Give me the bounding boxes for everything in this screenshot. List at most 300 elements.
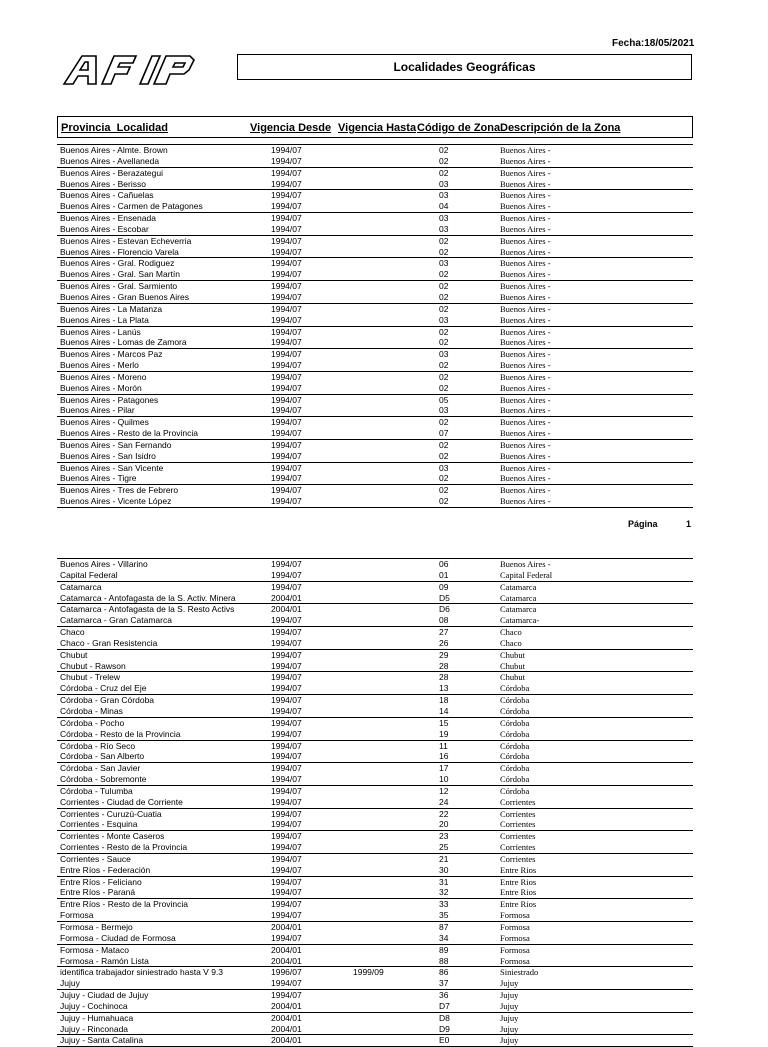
cell-codigo-zona: 05 xyxy=(439,394,449,405)
cell-codigo-zona: 16 xyxy=(439,751,449,762)
cell-descripcion-zona: Corrientes xyxy=(500,842,536,853)
table-row xyxy=(57,650,693,661)
cell-descripcion-zona: Jujuy xyxy=(500,1035,519,1046)
cell-codigo-zona: 02 xyxy=(439,235,449,246)
table-row xyxy=(57,819,693,831)
table-row xyxy=(57,877,693,888)
cell-codigo-zona: 37 xyxy=(439,978,449,989)
cell-vigencia-desde: 1994/07 xyxy=(271,740,302,751)
table-row xyxy=(57,304,693,315)
cell-vigencia-desde: 1994/07 xyxy=(271,887,302,898)
cell-vigencia-desde: 1994/07 xyxy=(271,326,302,337)
cell-provincia-localidad: Buenos Aires - Villarino xyxy=(60,559,148,569)
cell-codigo-zona: D7 xyxy=(439,1000,450,1011)
table-row xyxy=(57,978,693,990)
cell-vigencia-desde: 1994/07 xyxy=(271,717,302,728)
cell-codigo-zona: 25 xyxy=(439,842,449,853)
cell-descripcion-zona: Buenos Aires - xyxy=(500,281,551,292)
cell-provincia-localidad: Jujuy - Santa Catalina xyxy=(60,1035,144,1046)
cell-codigo-zona: 02 xyxy=(439,326,449,337)
cell-provincia-localidad: Formosa - Bermejo xyxy=(60,922,133,932)
cell-vigencia-desde: 1994/07 xyxy=(271,246,302,257)
cell-vigencia-desde: 1994/07 xyxy=(271,485,302,496)
cell-provincia-localidad: Buenos Aires - Pilar xyxy=(60,405,135,416)
cell-codigo-zona: 30 xyxy=(439,864,449,875)
table-row xyxy=(57,672,693,683)
cell-codigo-zona: 86 xyxy=(439,967,449,978)
cell-codigo-zona: 15 xyxy=(439,717,449,728)
cell-codigo-zona: 19 xyxy=(439,728,449,739)
table-row xyxy=(57,786,693,797)
cell-provincia-localidad: Buenos Aires - Ensenada xyxy=(60,213,156,224)
cell-descripcion-zona: Buenos Aires - xyxy=(500,349,551,360)
cell-provincia-localidad: Jujuy - Humahuaca xyxy=(60,1012,134,1023)
cell-codigo-zona: 03 xyxy=(439,405,449,416)
cell-descripcion-zona: Córdoba xyxy=(500,751,530,762)
table-row xyxy=(57,559,693,570)
cell-provincia-localidad: Córdoba - Río Seco xyxy=(60,740,136,751)
table-row xyxy=(57,922,693,933)
table-row xyxy=(57,269,693,281)
cell-codigo-zona: 02 xyxy=(439,360,449,371)
cell-vigencia-desde: 2004/01 xyxy=(271,955,302,966)
cell-vigencia-desde: 1994/07 xyxy=(271,450,302,461)
cell-provincia-localidad: Buenos Aires - Vicente López xyxy=(60,496,172,507)
table-row xyxy=(57,190,693,201)
cell-codigo-zona: 03 xyxy=(439,178,449,189)
cell-provincia-localidad: identifica trabajador siniestrado hasta V 9.3 xyxy=(60,967,224,978)
cell-provincia-localidad: Buenos Aires - Gral. Sarmiento xyxy=(60,281,178,292)
cell-provincia-localidad: Buenos Aires - Lomas de Zamora xyxy=(60,337,187,348)
cell-descripcion-zona: Buenos Aires - xyxy=(500,326,551,337)
cell-descripcion-zona: Catamarca- xyxy=(500,615,540,626)
header-vigencia-hasta: Vigencia Hasta xyxy=(338,122,417,134)
cell-descripcion-zona: Buenos Aires - xyxy=(500,450,551,461)
cell-provincia-localidad: Catamarca - Antofagasta de la S. Activ. Minera xyxy=(60,592,236,603)
cell-descripcion-zona: Jujuy xyxy=(500,978,519,989)
cell-provincia-localidad: Buenos Aires - Merlo xyxy=(60,360,139,371)
header-descripcion-zona: Descripción de la Zona xyxy=(500,122,621,134)
cell-descripcion-zona: Capital Federal xyxy=(500,569,553,580)
cell-codigo-zona: 02 xyxy=(439,450,449,461)
cell-vigencia-desde: 1994/07 xyxy=(271,683,302,694)
cell-descripcion-zona: Córdoba xyxy=(500,763,530,774)
cell-vigencia-desde: 1994/07 xyxy=(271,394,302,405)
cell-descripcion-zona: Siniestrado xyxy=(500,967,539,978)
report-date: Fecha:18/05/2021 xyxy=(612,38,695,49)
cell-descripcion-zona: Chaco xyxy=(500,637,522,648)
cell-descripcion-zona: Buenos Aires - xyxy=(500,178,551,189)
cell-codigo-zona: 87 xyxy=(439,922,449,932)
cell-vigencia-desde: 1994/07 xyxy=(271,819,302,830)
table-row xyxy=(57,417,693,428)
cell-codigo-zona: 02 xyxy=(439,496,449,507)
cell-provincia-localidad: Buenos Aires - Berisso xyxy=(60,178,146,189)
cell-codigo-zona: 01 xyxy=(439,569,449,580)
header-codigo-zona: Código de Zona xyxy=(417,122,501,134)
cell-descripcion-zona: Buenos Aires - xyxy=(500,155,551,166)
table-row xyxy=(57,831,693,842)
cell-provincia-localidad: Entre Ríos - Paraná xyxy=(60,887,136,898)
cell-descripcion-zona: Buenos Aires - xyxy=(500,167,551,178)
table-row xyxy=(57,718,693,729)
cell-descripcion-zona: Formosa xyxy=(500,910,530,921)
cell-codigo-zona: 03 xyxy=(439,349,449,360)
cell-provincia-localidad: Córdoba - Tulumba xyxy=(60,785,133,796)
cell-provincia-localidad: Chubut - Rawson xyxy=(60,660,126,671)
cell-descripcion-zona: Buenos Aires - xyxy=(500,462,551,473)
cell-codigo-zona: 20 xyxy=(439,819,449,830)
cell-vigencia-desde: 1994/07 xyxy=(271,349,302,360)
cell-vigencia-desde: 1994/07 xyxy=(271,439,302,450)
cell-descripcion-zona: Catamarca xyxy=(500,592,537,603)
cell-provincia-localidad: Buenos Aires - Berazategui xyxy=(60,167,164,178)
cell-codigo-zona: 03 xyxy=(439,462,449,473)
cell-codigo-zona: 02 xyxy=(439,439,449,450)
cell-provincia-localidad: Corrientes - Monte Caseros xyxy=(60,831,165,842)
table-row xyxy=(57,615,693,627)
table-row xyxy=(57,156,693,168)
table-row xyxy=(57,706,693,718)
cell-codigo-zona: 02 xyxy=(439,303,449,314)
cell-descripcion-zona: Formosa xyxy=(500,932,530,943)
cell-descripcion-zona: Buenos Aires - xyxy=(500,258,551,269)
table-row xyxy=(57,774,693,786)
cell-codigo-zona: 02 xyxy=(439,382,449,393)
table-row xyxy=(57,236,693,247)
cell-provincia-localidad: Buenos Aires - San Fernando xyxy=(60,439,172,450)
cell-descripcion-zona: Catamarca xyxy=(500,604,537,615)
cell-provincia-localidad: Buenos Aires - Tres de Febrero xyxy=(60,485,179,496)
page-number: 1 xyxy=(686,519,692,529)
cell-descripcion-zona: Corrientes xyxy=(500,796,536,807)
cell-vigencia-desde: 1994/07 xyxy=(271,417,302,428)
cell-vigencia-desde: 1994/07 xyxy=(271,569,302,580)
cell-codigo-zona: D5 xyxy=(439,592,450,603)
table-row xyxy=(57,729,693,741)
table-row xyxy=(57,604,693,615)
cell-codigo-zona: 02 xyxy=(439,269,449,280)
cell-provincia-localidad: Buenos Aires - Quilmes xyxy=(60,417,149,428)
cell-vigencia-desde: 1994/07 xyxy=(271,462,302,473)
table-row xyxy=(57,224,693,236)
cell-vigencia-desde: 1994/07 xyxy=(271,774,302,785)
cell-descripcion-zona: Jujuy xyxy=(500,1023,519,1034)
table-row xyxy=(57,1001,693,1013)
cell-vigencia-desde: 2004/01 xyxy=(271,944,302,955)
cell-vigencia-desde: 1994/07 xyxy=(271,213,302,224)
cell-descripcion-zona: Buenos Aires - xyxy=(500,235,551,246)
cell-provincia-localidad: Catamarca xyxy=(60,581,102,592)
cell-provincia-localidad: Córdoba - San Javier xyxy=(60,763,141,774)
table-row xyxy=(57,570,693,582)
table-row xyxy=(57,281,693,292)
cell-descripcion-zona: Jujuy xyxy=(500,990,519,1001)
cell-vigencia-desde: 1994/07 xyxy=(271,145,302,155)
cell-vigencia-desde: 2004/01 xyxy=(271,1023,302,1034)
cell-provincia-localidad: Buenos Aires - Carmen de Patagones xyxy=(60,201,203,212)
cell-descripcion-zona: Corrientes xyxy=(500,831,536,842)
table-row xyxy=(57,910,693,922)
cell-codigo-zona: 14 xyxy=(439,705,449,716)
cell-provincia-localidad: Jujuy xyxy=(60,978,80,989)
cell-provincia-localidad: Buenos Aires - La Plata xyxy=(60,314,149,325)
cell-provincia-localidad: Chaco xyxy=(60,627,85,638)
cell-vigencia-desde: 1994/07 xyxy=(271,269,302,280)
cell-vigencia-desde: 1994/07 xyxy=(271,371,302,382)
table-row xyxy=(57,763,693,774)
table-row xyxy=(57,593,693,605)
cell-provincia-localidad: Corrientes - Sauce xyxy=(60,853,131,864)
cell-vigencia-desde: 1994/07 xyxy=(271,785,302,796)
cell-codigo-zona: D6 xyxy=(439,604,450,615)
cell-provincia-localidad: Buenos Aires - Estevan Echeverria xyxy=(60,235,192,246)
table-row xyxy=(57,865,693,877)
cell-provincia-localidad: Córdoba - Minas xyxy=(60,705,123,716)
table-row xyxy=(57,638,693,650)
cell-codigo-zona: 21 xyxy=(439,853,449,864)
page-label: Página xyxy=(628,519,658,529)
header-provincia: Provincia_Localidad xyxy=(61,122,168,134)
cell-descripcion-zona: Buenos Aires - xyxy=(500,291,551,302)
cell-codigo-zona: 23 xyxy=(439,831,449,842)
cell-codigo-zona: 89 xyxy=(439,944,449,955)
table-row xyxy=(57,440,693,451)
cell-descripcion-zona: Jujuy xyxy=(500,1012,519,1023)
cell-descripcion-zona: Córdoba xyxy=(500,785,530,796)
table-row xyxy=(57,405,693,417)
cell-descripcion-zona: Buenos Aires - xyxy=(500,405,551,416)
cell-provincia-localidad: Buenos Aires - Tigre xyxy=(60,473,137,484)
cell-vigencia-desde: 1994/07 xyxy=(271,473,302,484)
table-row xyxy=(57,383,693,395)
cell-codigo-zona: 28 xyxy=(439,660,449,671)
cell-codigo-zona: 27 xyxy=(439,627,449,638)
cell-provincia-localidad: Formosa - Mataco xyxy=(60,944,129,955)
cell-codigo-zona: 22 xyxy=(439,808,449,819)
cell-descripcion-zona: Córdoba xyxy=(500,774,530,785)
cell-provincia-localidad: Buenos Aires - Patagones xyxy=(60,394,159,405)
cell-codigo-zona: 24 xyxy=(439,796,449,807)
cell-codigo-zona: 32 xyxy=(439,887,449,898)
cell-descripcion-zona: Corrientes xyxy=(500,808,536,819)
cell-provincia-localidad: Buenos Aires - Gral. San Martín xyxy=(60,269,180,280)
cell-provincia-localidad: Buenos Aires - San Isidro xyxy=(60,450,156,461)
cell-vigencia-desde: 1994/07 xyxy=(271,258,302,269)
cell-provincia-localidad: Jujuy - Ciudad de Jujuy xyxy=(60,990,149,1001)
cell-provincia-localidad: Corrientes - Curuzú-Cuatia xyxy=(60,808,162,819)
cell-codigo-zona: 26 xyxy=(439,637,449,648)
cell-vigencia-desde: 1994/07 xyxy=(271,496,302,507)
cell-descripcion-zona: Córdoba xyxy=(500,705,530,716)
cell-vigencia-desde: 1994/07 xyxy=(271,695,302,706)
table-row xyxy=(57,933,693,945)
cell-descripcion-zona: Buenos Aires - xyxy=(500,428,551,439)
cell-codigo-zona: 34 xyxy=(439,932,449,943)
cell-provincia-localidad: Córdoba - Gran Córdoba xyxy=(60,695,155,706)
cell-descripcion-zona: Buenos Aires - xyxy=(500,213,551,224)
cell-descripcion-zona: Catamarca xyxy=(500,581,537,592)
cell-codigo-zona: 28 xyxy=(439,672,449,683)
cell-descripcion-zona: Chubut xyxy=(500,672,526,683)
cell-descripcion-zona: Corrientes xyxy=(500,819,536,830)
cell-descripcion-zona: Buenos Aires - xyxy=(500,496,551,507)
cell-codigo-zona: 17 xyxy=(439,763,449,774)
cell-provincia-localidad: Buenos Aires - Morón xyxy=(60,382,142,393)
cell-codigo-zona: 35 xyxy=(439,910,449,921)
table-row xyxy=(57,179,693,191)
cell-codigo-zona: 03 xyxy=(439,223,449,234)
cell-vigencia-desde: 1994/07 xyxy=(271,728,302,739)
cell-descripcion-zona: Córdoba xyxy=(500,695,530,706)
cell-provincia-localidad: Buenos Aires - Almte. Brown xyxy=(60,145,168,155)
cell-descripcion-zona: Formosa xyxy=(500,922,530,932)
cell-codigo-zona: 36 xyxy=(439,990,449,1001)
cell-descripcion-zona: Buenos Aires - xyxy=(500,246,551,257)
cell-vigencia-desde: 1994/07 xyxy=(271,167,302,178)
table-row xyxy=(57,327,693,338)
cell-vigencia-desde: 1994/07 xyxy=(271,235,302,246)
cell-provincia-localidad: Buenos Aires - Florencio Varela xyxy=(60,246,179,257)
cell-vigencia-desde: 2004/01 xyxy=(271,604,302,615)
cell-codigo-zona: 02 xyxy=(439,167,449,178)
cell-vigencia-desde: 1994/07 xyxy=(271,660,302,671)
cell-provincia-localidad: Jujuy - Rinconada xyxy=(60,1023,129,1034)
cell-vigencia-desde: 1994/07 xyxy=(271,672,302,683)
table-row xyxy=(57,695,693,706)
table-row xyxy=(57,990,693,1001)
cell-codigo-zona: 07 xyxy=(439,428,449,439)
table-row xyxy=(57,168,693,179)
cell-codigo-zona: 13 xyxy=(439,683,449,694)
cell-vigencia-desde: 1994/07 xyxy=(271,864,302,875)
table-row xyxy=(57,842,693,854)
localidades-table-page-2 xyxy=(57,558,693,1047)
cell-vigencia-desde: 1994/07 xyxy=(271,932,302,943)
cell-descripcion-zona: Chubut xyxy=(500,660,526,671)
table-row xyxy=(57,247,693,259)
table-row xyxy=(57,372,693,383)
cell-provincia-localidad: Jujuy - Cochinoca xyxy=(60,1000,128,1011)
table-row xyxy=(57,349,693,360)
cell-codigo-zona: 29 xyxy=(439,649,449,660)
cell-codigo-zona: 33 xyxy=(439,899,449,910)
cell-descripcion-zona: Buenos Aires - xyxy=(500,559,551,569)
cell-codigo-zona: 18 xyxy=(439,695,449,706)
cell-vigencia-desde: 1994/07 xyxy=(271,910,302,921)
cell-provincia-localidad: Chaco - Gran Resistencia xyxy=(60,637,158,648)
cell-vigencia-desde: 1994/07 xyxy=(271,853,302,864)
table-row xyxy=(57,496,693,508)
table-row xyxy=(57,292,693,304)
cell-descripcion-zona: Córdoba xyxy=(500,728,530,739)
cell-codigo-zona: E0 xyxy=(439,1035,450,1046)
cell-provincia-localidad: Formosa - Ramón Lista xyxy=(60,955,149,966)
table-header xyxy=(57,116,693,138)
cell-codigo-zona: 02 xyxy=(439,281,449,292)
cell-descripcion-zona: Entre Rios xyxy=(500,899,537,910)
cell-codigo-zona: 04 xyxy=(439,201,449,212)
cell-vigencia-desde: 2004/01 xyxy=(271,1000,302,1011)
cell-vigencia-desde: 1994/07 xyxy=(271,649,302,660)
cell-vigencia-desde: 1994/07 xyxy=(271,559,302,569)
table-row xyxy=(57,473,693,485)
table-row xyxy=(57,945,693,956)
cell-codigo-zona: 12 xyxy=(439,785,449,796)
cell-codigo-zona: 08 xyxy=(439,615,449,626)
cell-vigencia-desde: 1994/07 xyxy=(271,796,302,807)
table-row xyxy=(57,661,693,673)
cell-codigo-zona: 03 xyxy=(439,314,449,325)
table-row xyxy=(57,337,693,349)
cell-provincia-localidad: Corrientes - Resto de la Provincia xyxy=(60,842,188,853)
cell-codigo-zona: 02 xyxy=(439,485,449,496)
cell-codigo-zona: 31 xyxy=(439,876,449,887)
table-row xyxy=(57,428,693,440)
cell-provincia-localidad: Buenos Aires - Avellaneda xyxy=(60,155,160,166)
cell-provincia-localidad: Entre Ríos - Federación xyxy=(60,864,151,875)
cell-provincia-localidad: Buenos Aires - Gral. Rodiguez xyxy=(60,258,175,269)
table-row xyxy=(57,809,693,820)
cell-codigo-zona: D9 xyxy=(439,1023,450,1034)
cell-vigencia-desde: 1994/07 xyxy=(271,314,302,325)
cell-vigencia-desde: 1994/07 xyxy=(271,808,302,819)
cell-codigo-zona: 03 xyxy=(439,190,449,201)
table-row xyxy=(57,683,693,695)
cell-vigencia-desde: 1994/07 xyxy=(271,627,302,638)
cell-vigencia-hasta: 1999/09 xyxy=(353,967,384,978)
cell-provincia-localidad: Chubut - Trelew xyxy=(60,672,120,683)
table-row xyxy=(57,451,693,463)
table-row xyxy=(57,395,693,406)
cell-provincia-localidad: Córdoba - Cruz del Eje xyxy=(60,683,147,694)
cell-provincia-localidad: Formosa - Ciudad de Formosa xyxy=(60,932,176,943)
cell-provincia-localidad: Formosa xyxy=(60,910,94,921)
table-row xyxy=(57,797,693,809)
cell-codigo-zona: D8 xyxy=(439,1012,450,1023)
cell-descripcion-zona: Buenos Aires - xyxy=(500,417,551,428)
table-row xyxy=(57,145,693,156)
cell-provincia-localidad: Buenos Aires - Moreno xyxy=(60,371,147,382)
table-row xyxy=(57,854,693,865)
cell-provincia-localidad: Corrientes - Ciudad de Corriente xyxy=(60,796,183,807)
cell-vigencia-desde: 1994/07 xyxy=(271,303,302,314)
cell-descripcion-zona: Formosa xyxy=(500,955,530,966)
cell-descripcion-zona: Entre Rios xyxy=(500,864,537,875)
cell-descripcion-zona: Buenos Aires - xyxy=(500,360,551,371)
table-row xyxy=(57,485,693,496)
cell-descripcion-zona: Buenos Aires - xyxy=(500,439,551,450)
cell-provincia-localidad: Buenos Aires - Marcos Paz xyxy=(60,349,163,360)
cell-provincia-localidad: Buenos Aires - Cañuelas xyxy=(60,190,154,201)
table-row xyxy=(57,899,693,910)
cell-vigencia-desde: 1994/07 xyxy=(271,201,302,212)
cell-vigencia-desde: 2004/01 xyxy=(271,922,302,932)
cell-vigencia-desde: 2004/01 xyxy=(271,592,302,603)
cell-codigo-zona: 02 xyxy=(439,246,449,257)
cell-codigo-zona: 02 xyxy=(439,155,449,166)
table-row xyxy=(57,258,693,269)
cell-descripcion-zona: Buenos Aires - xyxy=(500,269,551,280)
cell-provincia-localidad: Córdoba - Sobremonte xyxy=(60,774,147,785)
table-row xyxy=(57,956,693,968)
cell-vigencia-desde: 1994/07 xyxy=(271,831,302,842)
cell-vigencia-desde: 1994/07 xyxy=(271,637,302,648)
cell-descripcion-zona: Córdoba xyxy=(500,740,530,751)
cell-codigo-zona: 03 xyxy=(439,213,449,224)
cell-vigencia-desde: 1994/07 xyxy=(271,751,302,762)
cell-vigencia-desde: 1994/07 xyxy=(271,337,302,348)
